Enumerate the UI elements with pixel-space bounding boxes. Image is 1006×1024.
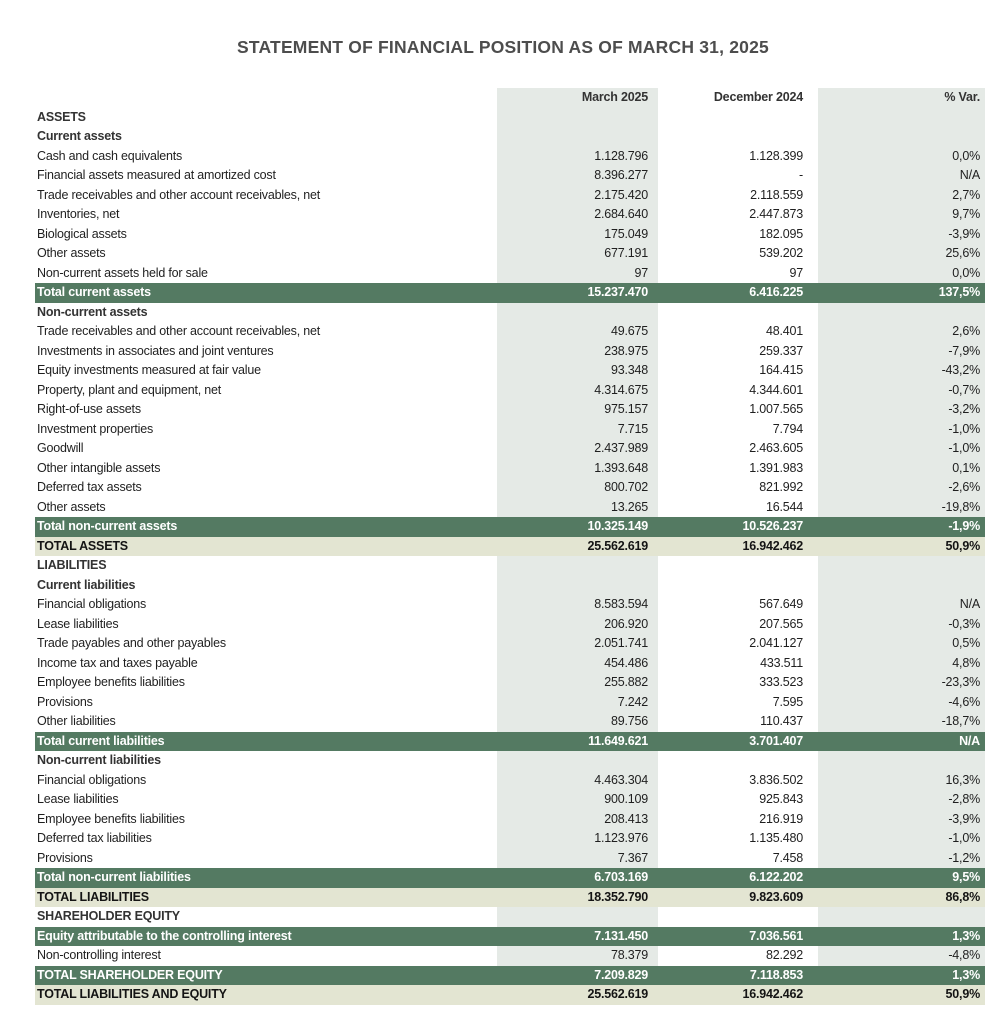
row-label: Lease liabilities: [37, 616, 119, 631]
value-percent-var: -4,6%: [818, 693, 985, 713]
value-march-2025: [497, 108, 658, 128]
total-row: [35, 517, 985, 537]
value-percent-var: [818, 127, 985, 147]
value-percent-var: -43,2%: [818, 361, 985, 381]
section-row: [35, 108, 985, 128]
value-percent-var: -2,6%: [818, 478, 985, 498]
value-percent-var: [818, 303, 985, 323]
value-percent-var: N/A: [818, 595, 985, 615]
value-percent-var: 0,0%: [818, 264, 985, 284]
value-march-2025: 10.325.149: [587, 519, 648, 533]
value-december-2024: 4.344.601: [749, 382, 803, 397]
value-december-2024: 110.437: [760, 714, 803, 728]
total-row: [35, 537, 985, 557]
value-december-2024: 16.544: [765, 499, 803, 514]
value-percent-var: -2,8%: [818, 790, 985, 810]
row-label: Right-of-use assets: [37, 402, 141, 416]
value-march-2025: 7.367: [497, 849, 658, 869]
row-label: Other assets: [37, 499, 106, 514]
row-label: SHAREHOLDER EQUITY: [37, 909, 180, 923]
value-percent-var: [818, 751, 985, 771]
value-december-2024: 48.401: [765, 324, 803, 338]
value-march-2025: 25.562.619: [587, 538, 648, 553]
table-row: [35, 186, 985, 206]
value-percent-var: -1,9%: [948, 519, 980, 533]
value-december-2024: 1.391.983: [749, 460, 803, 475]
value-december-2024: 6.122.202: [749, 870, 803, 884]
value-december-2024: 567.649: [759, 597, 803, 611]
table-row: [35, 829, 985, 849]
row-label: Employee benefits liabilities: [37, 811, 185, 826]
row-label: TOTAL SHAREHOLDER EQUITY: [37, 967, 223, 982]
table-row: [35, 693, 985, 713]
row-label: Total non-current liabilities: [37, 870, 191, 884]
table-row: [35, 420, 985, 440]
row-label: Goodwill: [37, 441, 84, 455]
value-percent-var: -3,9%: [818, 225, 985, 245]
value-march-2025: [497, 127, 658, 147]
section-row: [35, 127, 985, 147]
table-row: [35, 342, 985, 362]
section-row: [35, 576, 985, 596]
value-march-2025: [497, 576, 658, 596]
value-percent-var: 9,7%: [818, 205, 985, 225]
row-label: Non-current assets held for sale: [37, 265, 208, 280]
value-december-2024: 9.823.609: [749, 889, 803, 904]
row-label: Other intangible assets: [37, 460, 161, 475]
table-row: [35, 381, 985, 401]
value-march-2025: [497, 303, 658, 323]
table-row: [35, 264, 985, 284]
value-march-2025: 15.237.470: [587, 285, 648, 299]
value-percent-var: [818, 108, 985, 128]
row-label: TOTAL LIABILITIES AND EQUITY: [37, 987, 227, 1001]
value-march-2025: 6.703.169: [594, 870, 648, 884]
section-row: [35, 907, 985, 927]
value-december-2024: [658, 907, 818, 927]
table-row: [35, 400, 985, 420]
table-row: [35, 790, 985, 810]
value-march-2025: 18.352.790: [587, 889, 648, 904]
row-label: ASSETS: [37, 109, 86, 124]
financial-position-table: [35, 88, 985, 1005]
value-december-2024: 7.118.853: [749, 967, 803, 982]
row-label: Financial obligations: [37, 597, 147, 611]
value-percent-var: 2,6%: [818, 322, 985, 342]
value-percent-var: N/A: [959, 733, 980, 748]
value-december-2024: 433.511: [760, 655, 803, 670]
table-row: [35, 595, 985, 615]
row-label: Other assets: [37, 246, 106, 260]
value-percent-var: 1,3%: [952, 928, 980, 943]
value-percent-var: -3,2%: [818, 400, 985, 420]
value-march-2025: 2.051.741: [497, 634, 658, 654]
row-label: Non-controlling interest: [37, 948, 161, 962]
value-march-2025: 677.191: [497, 244, 658, 264]
row-label: Lease liabilities: [37, 792, 119, 806]
section-row: [35, 751, 985, 771]
section-row: [35, 556, 985, 576]
table-row: [35, 634, 985, 654]
value-percent-var: N/A: [818, 166, 985, 186]
row-label: TOTAL ASSETS: [37, 538, 128, 553]
row-label: Employee benefits liabilities: [37, 675, 185, 689]
page-title: STATEMENT OF FINANCIAL POSITION AS OF MARCH 31, 2025: [237, 37, 769, 57]
value-december-2024: [658, 556, 818, 576]
row-label: Trade receivables and other account receivables, net: [37, 187, 321, 202]
value-march-2025: 1.393.648: [497, 459, 658, 479]
value-december-2024: 3.701.407: [749, 733, 803, 748]
value-percent-var: 4,8%: [818, 654, 985, 674]
row-label: Provisions: [37, 694, 93, 709]
table-row: [35, 771, 985, 791]
value-december-2024: 3.836.502: [749, 772, 803, 787]
value-percent-var: 0,1%: [818, 459, 985, 479]
value-percent-var: -18,7%: [818, 712, 985, 732]
value-december-2024: [658, 751, 818, 771]
row-label: Deferred tax assets: [37, 480, 142, 494]
value-march-2025: 13.265: [497, 498, 658, 518]
row-label: Total current assets: [37, 285, 151, 299]
value-percent-var: 86,8%: [945, 889, 980, 904]
value-percent-var: -1,0%: [818, 420, 985, 440]
value-march-2025: 175.049: [497, 225, 658, 245]
table-row: [35, 810, 985, 830]
row-label: Property, plant and equipment, net: [37, 382, 222, 397]
value-march-2025: 7.209.829: [594, 967, 648, 982]
value-percent-var: -1,0%: [818, 829, 985, 849]
value-december-2024: 182.095: [759, 226, 803, 241]
table-header-row: [35, 88, 985, 108]
value-december-2024: 164.415: [759, 363, 803, 377]
table-row: [35, 361, 985, 381]
value-percent-var: [818, 556, 985, 576]
value-march-2025: 900.109: [497, 790, 658, 810]
table-row: [35, 849, 985, 869]
row-label: Inventories, net: [37, 207, 120, 221]
table-row: [35, 673, 985, 693]
value-percent-var: -4,8%: [818, 946, 985, 966]
value-december-2024: 16.942.462: [742, 987, 803, 1001]
value-march-2025: 11.649.621: [588, 733, 648, 748]
value-percent-var: % Var.: [818, 88, 985, 108]
value-march-2025: 454.486: [497, 654, 658, 674]
row-label: Equity investments measured at fair value: [37, 363, 261, 377]
total-row: [35, 927, 985, 947]
value-march-2025: March 2025: [497, 88, 658, 108]
row-label: LIABILITIES: [37, 558, 107, 572]
value-percent-var: -0,7%: [818, 381, 985, 401]
table-row: [35, 166, 985, 186]
total-row: [35, 283, 985, 303]
value-december-2024: 82.292: [765, 948, 803, 962]
row-label: Equity attributable to the controlling interest: [37, 928, 292, 943]
value-december-2024: [658, 576, 818, 596]
value-percent-var: [818, 907, 985, 927]
value-percent-var: 1,3%: [952, 967, 980, 982]
value-percent-var: 0,0%: [818, 147, 985, 167]
row-label: Provisions: [37, 850, 93, 865]
value-percent-var: -3,9%: [818, 810, 985, 830]
value-december-2024: 7.794: [772, 421, 803, 436]
value-december-2024: 333.523: [759, 675, 803, 689]
value-march-2025: 2.684.640: [497, 205, 658, 225]
value-december-2024: 539.202: [759, 246, 803, 260]
value-march-2025: 2.175.420: [497, 186, 658, 206]
value-march-2025: 7.131.450: [594, 928, 648, 943]
value-march-2025: 800.702: [497, 478, 658, 498]
value-december-2024: -: [799, 168, 803, 182]
table-row: [35, 322, 985, 342]
row-label: Non-current assets: [37, 304, 148, 319]
total-row: [35, 732, 985, 752]
row-label: Investments in associates and joint ventures: [37, 343, 274, 358]
value-percent-var: -1,0%: [818, 439, 985, 459]
value-march-2025: 97: [497, 264, 658, 284]
row-label: [35, 88, 497, 108]
value-march-2025: 78.379: [497, 946, 658, 966]
value-march-2025: 208.413: [497, 810, 658, 830]
table-row: [35, 712, 985, 732]
value-december-2024: 16.942.462: [742, 538, 803, 553]
value-december-2024: 1.007.565: [749, 402, 803, 416]
row-label: Financial assets measured at amortized cost: [37, 168, 276, 182]
value-december-2024: 1.128.399: [749, 148, 803, 163]
table-row: [35, 498, 985, 518]
value-percent-var: 50,9%: [945, 987, 980, 1001]
row-label: Income tax and taxes payable: [37, 655, 198, 670]
value-december-2024: 7.458: [772, 850, 803, 865]
value-percent-var: 16,3%: [818, 771, 985, 791]
total-row: [35, 985, 985, 1005]
value-december-2024: 7.036.561: [749, 928, 803, 943]
total-row: [35, 868, 985, 888]
value-march-2025: 49.675: [497, 322, 658, 342]
table-row: [35, 147, 985, 167]
table-row: [35, 459, 985, 479]
value-march-2025: 2.437.989: [497, 439, 658, 459]
row-label: Trade receivables and other account receivables, net: [37, 324, 321, 338]
value-percent-var: -1,2%: [818, 849, 985, 869]
row-label: Biological assets: [37, 226, 127, 241]
value-march-2025: 89.756: [497, 712, 658, 732]
total-row: [35, 966, 985, 986]
value-percent-var: 137,5%: [938, 285, 980, 299]
value-december-2024: 821.992: [759, 480, 803, 494]
value-december-2024: [658, 127, 818, 147]
value-december-2024: 6.416.225: [749, 285, 803, 299]
value-percent-var: [818, 576, 985, 596]
value-march-2025: [497, 751, 658, 771]
row-label: Financial obligations: [37, 772, 147, 787]
row-label: Investment properties: [37, 421, 153, 436]
value-march-2025: 4.314.675: [497, 381, 658, 401]
value-march-2025: 25.562.619: [587, 987, 648, 1001]
value-march-2025: 975.157: [497, 400, 658, 420]
value-december-2024: 7.595: [772, 694, 803, 709]
total-row: [35, 888, 985, 908]
value-march-2025: 7.242: [497, 693, 658, 713]
value-march-2025: 1.123.976: [497, 829, 658, 849]
value-march-2025: 93.348: [497, 361, 658, 381]
value-december-2024: 1.135.480: [749, 831, 803, 845]
row-label: Cash and cash equivalents: [37, 148, 183, 163]
value-december-2024: 2.447.873: [749, 207, 803, 221]
table-row: [35, 205, 985, 225]
value-march-2025: 238.975: [497, 342, 658, 362]
row-label: Non-current liabilities: [37, 753, 161, 767]
value-percent-var: 50,9%: [945, 538, 980, 553]
value-december-2024: 10.526.237: [742, 519, 803, 533]
table-row: [35, 439, 985, 459]
value-december-2024: 259.337: [759, 343, 803, 358]
row-label: Total current liabilities: [37, 733, 165, 748]
table-row: [35, 946, 985, 966]
value-march-2025: 8.583.594: [497, 595, 658, 615]
row-label: Trade payables and other payables: [37, 636, 226, 650]
section-row: [35, 303, 985, 323]
value-december-2024: December 2024: [713, 90, 803, 104]
value-december-2024: [658, 303, 818, 323]
value-march-2025: [497, 907, 658, 927]
value-march-2025: 4.463.304: [497, 771, 658, 791]
value-percent-var: -19,8%: [818, 498, 985, 518]
value-december-2024: 2.041.127: [749, 636, 803, 650]
value-percent-var: 9,5%: [952, 870, 980, 884]
row-label: Total non-current assets: [37, 519, 178, 533]
value-december-2024: 216.919: [759, 811, 803, 826]
value-percent-var: 2,7%: [818, 186, 985, 206]
table-row: [35, 478, 985, 498]
value-december-2024: 207.565: [759, 616, 803, 631]
value-percent-var: -23,3%: [818, 673, 985, 693]
table-row: [35, 654, 985, 674]
value-percent-var: -7,9%: [818, 342, 985, 362]
value-december-2024: 2.118.559: [750, 187, 803, 202]
value-march-2025: 255.882: [497, 673, 658, 693]
value-december-2024: 925.843: [759, 792, 803, 806]
value-march-2025: 206.920: [497, 615, 658, 635]
value-march-2025: [497, 556, 658, 576]
value-march-2025: 8.396.277: [497, 166, 658, 186]
row-label: Other liabilities: [37, 714, 116, 728]
value-december-2024: 97: [789, 265, 803, 280]
value-percent-var: -0,3%: [818, 615, 985, 635]
row-label: TOTAL LIABILITIES: [37, 889, 149, 904]
value-march-2025: 7.715: [497, 420, 658, 440]
row-label: Deferred tax liabilities: [37, 831, 152, 845]
value-december-2024: [658, 108, 818, 128]
value-december-2024: 2.463.605: [749, 441, 803, 455]
table-row: [35, 615, 985, 635]
value-percent-var: 0,5%: [818, 634, 985, 654]
table-row: [35, 225, 985, 245]
row-label: Current liabilities: [37, 577, 136, 592]
row-label: Current assets: [37, 129, 122, 143]
value-march-2025: 1.128.796: [497, 147, 658, 167]
table-row: [35, 244, 985, 264]
value-percent-var: 25,6%: [818, 244, 985, 264]
